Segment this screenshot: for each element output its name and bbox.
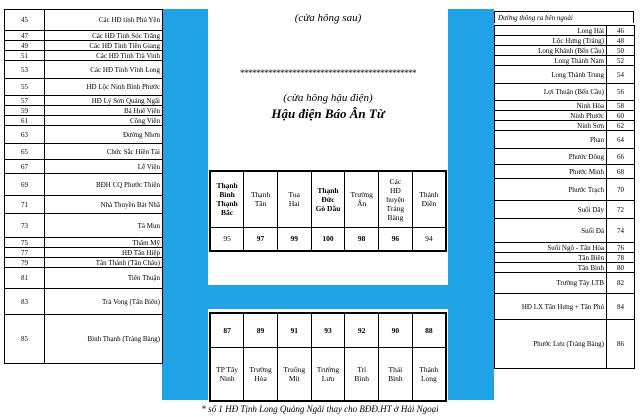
left-name: HĐ Tân Hiệp: [45, 248, 163, 258]
left-number: 75: [5, 238, 45, 248]
right-row: [495, 111, 635, 121]
footnote: * số 1 HĐ Tịnh Long Quảng Ngãi thay cho BĐĐ.HT ở Hải Ngoại: [201, 404, 439, 414]
shrine-name-line: Trảng: [386, 203, 405, 213]
left-number: 61: [5, 116, 45, 126]
left-name: Tà Mun: [45, 214, 163, 238]
right-number: 68: [607, 165, 635, 179]
right-number: 84: [607, 294, 635, 320]
left-row: [5, 10, 163, 31]
shrine-name-cell: [210, 347, 244, 401]
left-number: 51: [5, 51, 45, 61]
left-row: [5, 160, 163, 174]
right-number: 62: [607, 121, 635, 131]
shrine-name-cell: [345, 171, 379, 227]
shrine-name-line: Thạnh: [216, 199, 238, 209]
shrine-name-line: Các: [389, 176, 402, 186]
right-number: 80: [607, 263, 635, 273]
right-row: [495, 273, 635, 294]
right-name: Tân Bình: [495, 263, 607, 273]
top-caption: (cửa hông sau): [294, 12, 362, 24]
right-number: 64: [607, 131, 635, 149]
shrine-number-cell: 90: [379, 313, 413, 347]
sub-caption: (cửa hông hậu điện): [283, 92, 373, 104]
shrine-name-line: Trường: [249, 364, 272, 374]
left-name: Các HĐ tỉnh Phú Yên: [45, 10, 163, 31]
right-number: 70: [607, 179, 635, 201]
left-row: [5, 214, 163, 238]
shrine-number-cell: 99: [277, 227, 311, 251]
shrine-number-cell: 95: [210, 227, 244, 251]
left-name: Tiên Thuận: [45, 268, 163, 289]
left-number: 69: [5, 174, 45, 196]
left-name: BĐH CQ Phước Thiện: [45, 174, 163, 196]
right-name: Suối Đá: [495, 219, 607, 243]
right-row: [495, 36, 635, 46]
shrine-name-line: Bắc: [221, 208, 234, 218]
right-name: Phước Trạch: [495, 179, 607, 201]
shrine-name-line: Hòa: [254, 373, 267, 383]
left-name: Trà Vong (Tân Biên): [45, 289, 163, 315]
right-name: Long Hải: [495, 26, 607, 36]
shrine-name-line: huyện: [386, 194, 405, 204]
shrine-number-cell: 96: [379, 227, 413, 251]
shrine-name-line: Ân: [357, 199, 367, 209]
right-name: Suối Ngô - Tân Hòa: [495, 243, 607, 253]
left-row: [5, 174, 163, 196]
shrine-name-cell: [210, 171, 244, 227]
shrine-name-line: TP Tây: [216, 364, 239, 374]
left-number: 81: [5, 268, 45, 289]
shrine-name-line: Lưu: [321, 373, 335, 383]
right-name: Ninh Sơn: [495, 121, 607, 131]
left-number: 77: [5, 248, 45, 258]
left-name: Tân Thành (Tân Châu): [45, 258, 163, 268]
shrine-name-line: Gò Dầu: [315, 203, 341, 213]
left-name: Đường Nhơn: [45, 126, 163, 144]
right-name: Trường Tây LTB: [495, 273, 607, 294]
right-row: [495, 26, 635, 36]
right-row: [495, 101, 635, 111]
right-row: [495, 243, 635, 253]
left-number: 67: [5, 160, 45, 174]
shrine-name-line: Bàng: [387, 212, 404, 222]
left-row: [5, 126, 163, 144]
shrine-number-cell: 88: [412, 313, 446, 347]
shrine-name-line: Bình: [219, 190, 235, 200]
right-number: 54: [607, 66, 635, 84]
right-name: Suối Dây: [495, 201, 607, 219]
right-row: [495, 56, 635, 66]
shrine-name-line: Thái: [388, 364, 403, 374]
right-blue-column: [448, 9, 494, 400]
left-name: Các HĐ Tỉnh Trà Vinh: [45, 51, 163, 61]
right-number: 74: [607, 219, 635, 243]
upper-center-block: [209, 170, 447, 252]
right-numbered-list: [494, 25, 635, 369]
left-blue-column: [162, 9, 208, 400]
right-number: 46: [607, 26, 635, 36]
shrine-name-line: Bình: [388, 373, 403, 383]
left-name: HĐ Lý Sơn Quảng Ngãi: [45, 96, 163, 106]
lower-center-block: [209, 312, 447, 402]
left-row: [5, 79, 163, 96]
right-row: [495, 84, 635, 101]
right-name: Lợi Thuận (Bến Cầu): [495, 84, 607, 101]
right-row: [495, 66, 635, 84]
shrine-number-cell: 92: [345, 313, 379, 347]
right-row: [495, 320, 635, 369]
shrine-name-line: Mít: [288, 373, 300, 383]
right-number: 60: [607, 111, 635, 121]
right-row: [495, 219, 635, 243]
right-row: [495, 253, 635, 263]
left-row: [5, 96, 163, 106]
right-number: 56: [607, 84, 635, 101]
left-number: 53: [5, 61, 45, 79]
left-row: [5, 41, 163, 51]
left-name: Nhà Thuyền Bát Nhã: [45, 196, 163, 214]
shrine-name-cell: [379, 171, 413, 227]
right-row: [495, 294, 635, 320]
shrine-name-line: HĐ: [389, 185, 401, 195]
left-name: Bá Huê Viên: [45, 106, 163, 116]
shrine-name-line: Điền: [421, 199, 437, 209]
left-name: HĐ Lộc Ninh Bình Phước: [45, 79, 163, 96]
right-row: [495, 121, 635, 131]
left-row: [5, 289, 163, 315]
shrine-number-cell: 87: [210, 313, 244, 347]
shrine-number-cell: 94: [412, 227, 446, 251]
right-number: 48: [607, 36, 635, 46]
shrine-name-line: Tua: [288, 190, 300, 200]
left-row: [5, 238, 163, 248]
shrine-name-cell: [311, 347, 345, 401]
right-number: 72: [607, 201, 635, 219]
shrine-name-line: Trường: [350, 190, 373, 200]
right-row: [495, 201, 635, 219]
left-row: [5, 31, 163, 41]
right-number: 86: [607, 320, 635, 369]
shrine-name-cell: [412, 171, 446, 227]
left-number: 83: [5, 289, 45, 315]
left-number: 71: [5, 196, 45, 214]
left-name: Các HĐ Tỉnh Tiền Giang: [45, 41, 163, 51]
left-number: 57: [5, 96, 45, 106]
shrine-name-cell: [244, 171, 278, 227]
shrine-name-line: Trường: [316, 364, 340, 374]
right-name: Phước Lưu (Trảng Bàng): [495, 320, 607, 369]
right-row: [495, 263, 635, 273]
right-number: 78: [607, 253, 635, 263]
right-row: [495, 179, 635, 201]
shrine-number-cell: 98: [345, 227, 379, 251]
shrine-number-cell: 91: [277, 313, 311, 347]
left-number: 65: [5, 144, 45, 160]
right-number: 76: [607, 243, 635, 253]
shrine-name-line: Bình: [354, 373, 369, 383]
shrine-name-line: Thánh: [419, 364, 439, 374]
shrine-name-line: Thạnh: [250, 190, 271, 200]
shrine-name-cell: [277, 171, 311, 227]
left-number: 63: [5, 126, 45, 144]
shrine-number-cell: 97: [244, 227, 278, 251]
right-name: Long Thành Nam: [495, 56, 607, 66]
left-number: 49: [5, 41, 45, 51]
right-number: 58: [607, 101, 635, 111]
left-name: Bình Thạnh (Trảng Bàng): [45, 315, 163, 364]
left-row: [5, 248, 163, 258]
right-row: [495, 149, 635, 165]
right-row: [495, 46, 635, 56]
shrine-name-line: Thạnh Đức: [317, 185, 339, 204]
shrine-name-line: Thạnh: [216, 181, 238, 191]
left-number: 45: [5, 10, 45, 31]
right-name: Lộc Hưng (Trảng): [495, 36, 607, 46]
left-number: 73: [5, 214, 45, 238]
left-row: [5, 268, 163, 289]
right-name: Phan: [495, 131, 607, 149]
middle-blue-band: [208, 285, 448, 309]
left-number: 59: [5, 106, 45, 116]
shrine-name-cell: [244, 347, 278, 401]
shrine-name-cell: [412, 347, 446, 401]
left-row: [5, 51, 163, 61]
shrine-name-cell: [345, 347, 379, 401]
right-row: [495, 165, 635, 179]
right-name: Long Khánh (Bến Cầu): [495, 46, 607, 56]
right-row: [495, 131, 635, 149]
left-name: Các HĐ Tỉnh Vĩnh Long: [45, 61, 163, 79]
left-row: [5, 144, 163, 160]
page-title: Hậu điện Báo Ân Từ: [271, 106, 385, 121]
left-number: 79: [5, 258, 45, 268]
shrine-number-cell: 93: [311, 313, 345, 347]
right-number: 50: [607, 46, 635, 56]
shrine-name-line: Trí: [357, 364, 367, 374]
shrine-name-cell: [311, 171, 345, 227]
shrine-name-line: Hai: [288, 199, 300, 209]
left-number: 47: [5, 31, 45, 41]
left-number: 55: [5, 79, 45, 96]
shrine-name-line: Truông: [283, 364, 306, 374]
right-name: Ninh Phước: [495, 111, 607, 121]
left-name: Công Viên: [45, 116, 163, 126]
shrine-number-cell: 100: [311, 227, 345, 251]
left-number: 85: [5, 315, 45, 364]
left-name: Các HĐ Tỉnh Sóc Trăng: [45, 31, 163, 41]
left-row: [5, 106, 163, 116]
right-number: 66: [607, 149, 635, 165]
right-number: 82: [607, 273, 635, 294]
shrine-number-cell: 89: [244, 313, 278, 347]
right-name: Phước Minh: [495, 165, 607, 179]
stars-line: ********************************************: [240, 68, 416, 78]
left-row: [5, 196, 163, 214]
left-name: Chức Sắc Hiền Tài: [45, 144, 163, 160]
shrine-name-cell: [379, 347, 413, 401]
left-name: Lễ Viện: [45, 160, 163, 174]
left-name: Thẩm Mỹ: [45, 238, 163, 248]
right-name: Ninh Hòa: [495, 101, 607, 111]
shrine-name-line: Tân: [254, 199, 267, 209]
right-header: Đường thông ra bên ngoài: [494, 11, 634, 23]
shrine-name-cell: [277, 347, 311, 401]
right-name: Long Thành Trung: [495, 66, 607, 84]
left-row: [5, 315, 163, 364]
shrine-name-line: Ninh: [219, 373, 235, 383]
left-row: [5, 116, 163, 126]
right-number: 52: [607, 56, 635, 66]
left-numbered-list: [4, 9, 163, 364]
left-row: [5, 61, 163, 79]
right-name: Tân Biên: [495, 253, 607, 263]
right-name: HĐ LX Tân Hưng + Tân Phú: [495, 294, 607, 320]
left-row: [5, 258, 163, 268]
shrine-name-line: Long: [420, 373, 437, 383]
shrine-name-line: Thánh: [419, 190, 439, 200]
right-name: Phước Đông: [495, 149, 607, 165]
